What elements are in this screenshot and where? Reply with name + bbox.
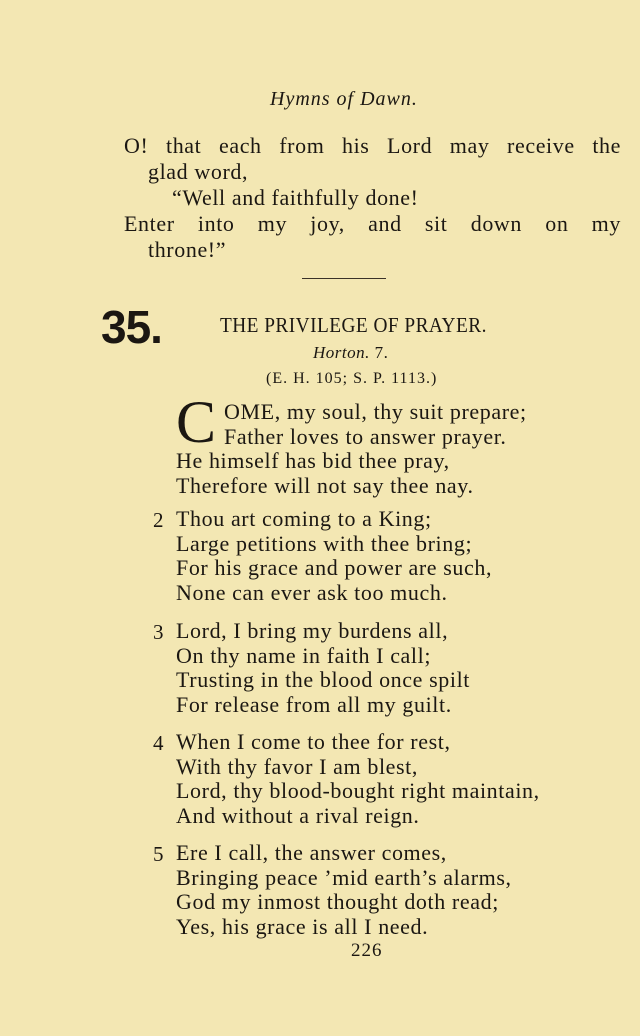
verse-line: Large petitions with thee bring; xyxy=(176,530,473,556)
verse-line: Yes, his grace is all I need. xyxy=(176,913,429,939)
verse-line: OME, my soul, thy suit prepare; xyxy=(224,399,527,424)
verse-line: None can ever ask too much. xyxy=(176,579,448,605)
verse-line: Lord, thy blood-bought right maintain, xyxy=(176,778,540,803)
stanza-number: 3 xyxy=(153,620,165,644)
verse-line: On thy name in faith I call; xyxy=(176,642,432,668)
verse-line: With thy favor I am blest, xyxy=(176,753,418,779)
hymn-title: THE PRIVILEGE OF PRAYER. xyxy=(220,313,487,337)
tune-meter: 7. xyxy=(374,343,389,362)
running-head: Hymns of Dawn. xyxy=(270,88,418,110)
hymn-number: 35. xyxy=(101,301,162,353)
drop-cap: C xyxy=(176,389,217,455)
verse-line: Therefore will not say thee nay. xyxy=(176,472,474,498)
verse-line: And without a rival reign. xyxy=(176,802,420,828)
verse-line: Lord, I bring my burdens all, xyxy=(176,618,449,643)
stanza-1 xyxy=(176,400,527,498)
stanza-number: 4 xyxy=(153,731,165,755)
verse-line: God my inmost thought doth read; xyxy=(176,889,499,914)
stanza-4 xyxy=(153,729,540,828)
tune-info xyxy=(313,343,388,363)
previous-hymn-ending xyxy=(124,133,621,263)
verse-line: Ere I call, the answer comes, xyxy=(176,840,447,865)
tune-name: Horton. xyxy=(313,343,370,362)
hymnal-references: (E. H. 105; S. P. 1113.) xyxy=(266,370,438,387)
verse-line: O! that each from his Lord may receive the xyxy=(124,133,621,158)
verse-line: throne!” xyxy=(148,237,227,262)
verse-line: For his grace and power are such, xyxy=(176,555,493,580)
stanza-2 xyxy=(153,506,493,605)
verse-line: “Well and faithfully done! xyxy=(172,185,419,210)
page-number: 226 xyxy=(351,940,383,961)
stanza-number: 2 xyxy=(153,508,165,532)
section-divider xyxy=(302,278,386,279)
verse-line: He himself has bid thee pray, xyxy=(176,448,450,473)
stanza-5 xyxy=(153,840,512,939)
verse-line: glad word, xyxy=(148,159,249,184)
stanza-number: 5 xyxy=(153,842,165,866)
verse-line: Thou art coming to a King; xyxy=(176,506,432,531)
verse-line: When I come to thee for rest, xyxy=(176,729,451,754)
stanza-3 xyxy=(153,618,471,717)
verse-line: Bringing peace ’mid earth’s alarms, xyxy=(176,864,512,890)
verse-line: For release from all my guilt. xyxy=(176,691,452,717)
verse-line: Enter into my joy, and sit down on my xyxy=(124,211,621,236)
verse-line: Trusting in the blood once spilt xyxy=(176,667,471,692)
verse-line: Father loves to answer prayer. xyxy=(224,423,507,449)
